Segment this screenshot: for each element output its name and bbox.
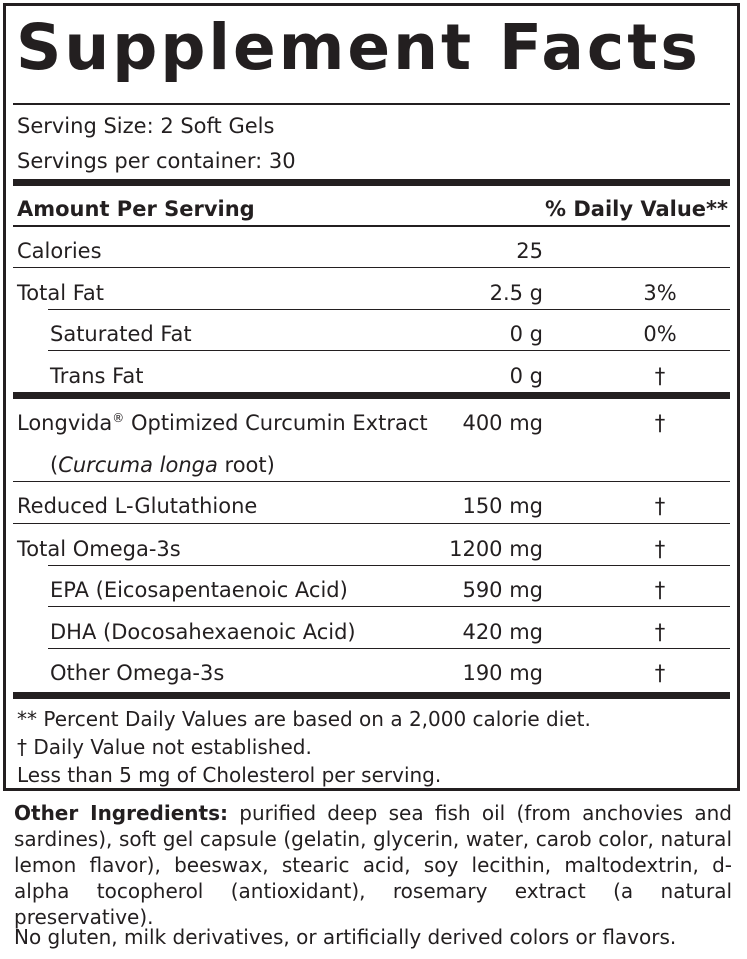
row-divider [48,309,730,310]
nutrient-daily-value: † [654,620,666,644]
nutrient-name: Total Fat [17,281,104,305]
row-divider [48,606,730,607]
source-rest: root) [217,453,275,477]
nutrient-daily-value: 3% [643,281,677,305]
nutrient-daily-value: † [654,364,666,388]
footnote-daily-values: ** Percent Daily Values are based on a 2,000 calorie diet. [17,707,591,731]
panel-title: Supplement Facts [16,11,701,84]
nutrient-amount: 2.5 g [489,281,543,305]
nutrient-amount: 150 mg [462,494,543,518]
registered-mark: ® [112,411,125,425]
serving-size: Serving Size: 2 Soft Gels [17,114,275,138]
nutrient-amount: 0 g [509,322,543,346]
amount-per-serving-header: Amount Per Serving [17,197,255,221]
nutrient-amount: 590 mg [462,578,543,602]
nutrient-amount: 0 g [509,364,543,388]
row-divider [48,565,730,566]
row-divider [48,648,730,649]
nutrient-amount: 25 [516,239,543,263]
nutrient-daily-value: † [654,411,666,435]
nutrient-daily-value: † [654,494,666,518]
nutrient-name: Total Omega-3s [17,537,181,561]
nutrient-name: Saturated Fat [50,322,192,346]
row-divider [13,481,730,482]
nutrient-name: Calories [17,239,102,263]
other-ingredients [14,800,732,930]
other-ingredients-text: purified deep sea fish oil (from anchovies and sardines), soft gel capsule (gelatin, glycerin, water, carob color, natural lemon flavor), beeswax, stearic acid, soy lecithin, maltodextrin, d-alpha tocopherol (antioxidant), rosemary extract (a natural preservative). [14,801,732,929]
nutrient-amount: 420 mg [462,620,543,644]
nutrient-name-brand: Longvida [17,411,113,435]
source-open: ( [50,453,59,477]
nutrient-source [50,452,275,478]
footnote-not-established: † Daily Value not established. [17,735,312,759]
nutrient-daily-value: 0% [643,322,677,346]
nutrient-daily-value: † [654,661,666,685]
footnote-cholesterol: Less than 5 mg of Cholesterol per serving. [17,763,442,787]
source-botanical-name: Curcuma longa [58,453,218,477]
daily-value-header: % Daily Value** [545,197,728,221]
nutrient-name [17,410,428,436]
nutrient-name: EPA (Eicosapentaenoic Acid) [50,578,348,602]
nutrient-amount: 1200 mg [449,537,543,561]
nutrient-name: DHA (Docosahexaenoic Acid) [50,620,356,644]
thick-divider [13,692,730,699]
row-divider [13,523,730,524]
nutrient-daily-value: † [654,537,666,561]
nutrient-name-rest: Optimized Curcumin Extract [124,411,428,435]
row-divider [48,350,730,351]
nutrient-amount: 400 mg [462,411,543,435]
nutrient-daily-value: † [654,578,666,602]
thick-divider [13,179,730,186]
nutrient-amount: 190 mg [462,661,543,685]
title-divider [13,103,730,105]
nutrient-name: Trans Fat [50,364,144,388]
nutrient-name: Other Omega-3s [50,661,225,685]
nutrient-name: Reduced L-Glutathione [17,494,258,518]
free-from-statement: No gluten, milk derivatives, or artificially derived colors or flavors. [14,925,677,949]
row-divider [13,225,730,227]
servings-per-container: Servings per container: 30 [17,149,296,173]
thick-divider [13,392,730,399]
supplement-facts-panel [3,3,740,791]
row-divider [13,267,730,268]
other-ingredients-label: Other Ingredients: [14,801,228,825]
